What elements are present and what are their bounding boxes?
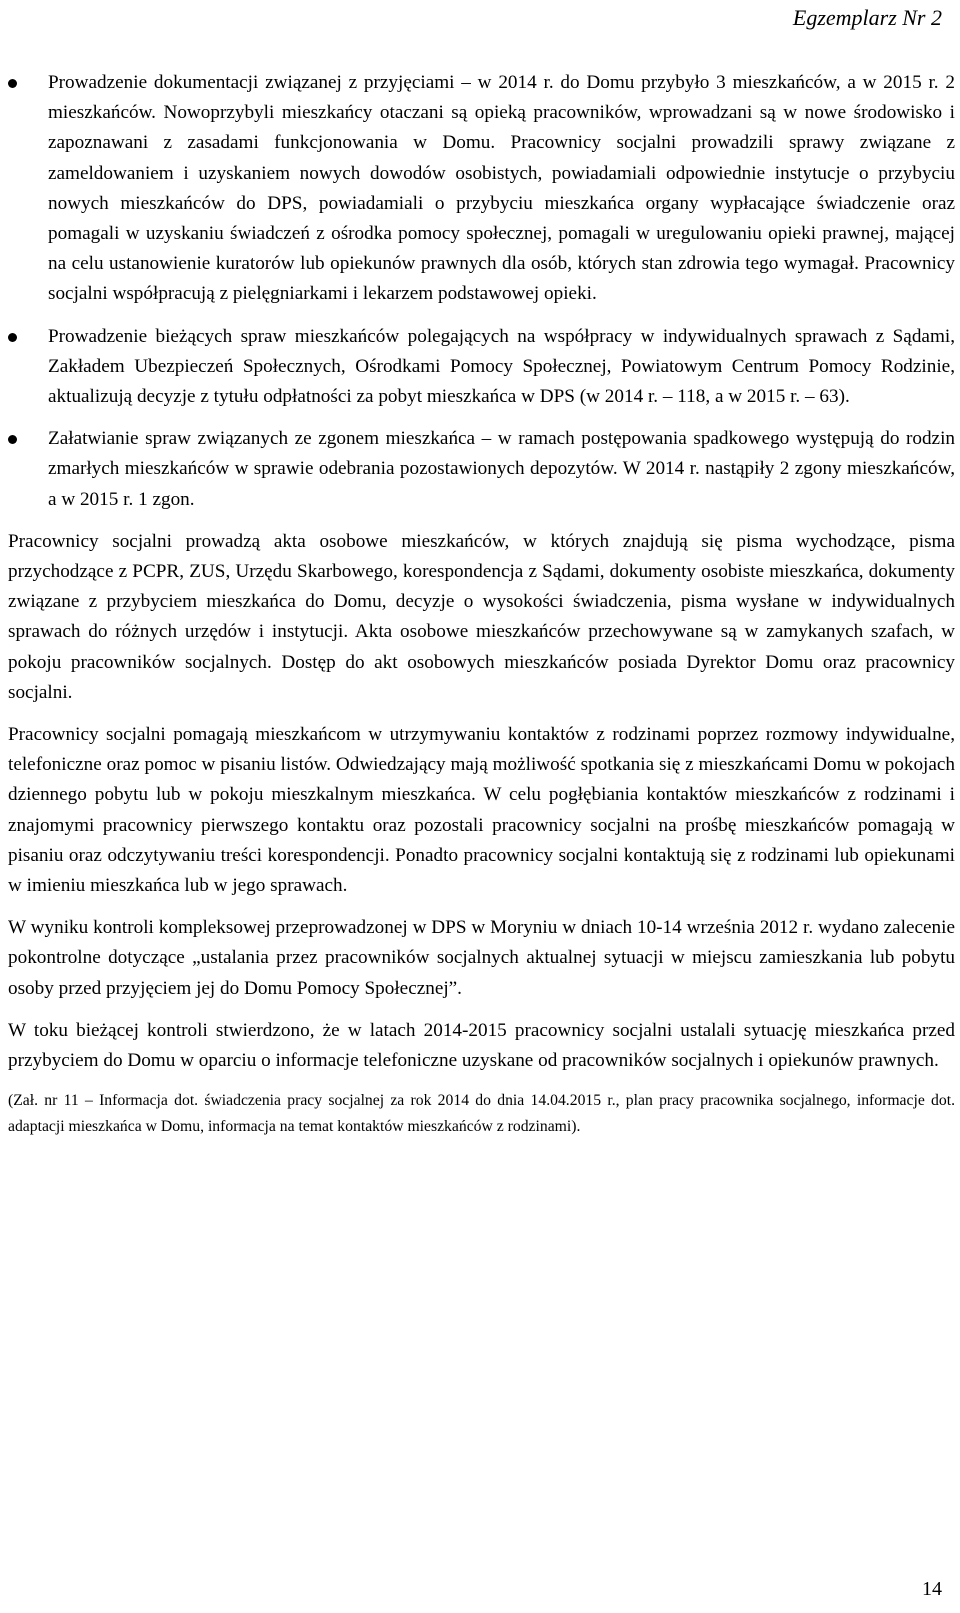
bullet-dot-icon [8,435,17,444]
copy-label: Egzemplarz Nr 2 [792,5,942,30]
paragraph-personal-files: Pracownicy socjalni prowadzą akta osobowe mieszkańców, w których znajdują się pisma wychodzące, pisma przychodzące z PCPR, ZUS, Urzędu Skarbowego, korespondencja z Sądami, dokumenty osobiste mieszkańca, dokumenty związane z przybyciem mieszkańca do Domu, decyzje o wysokości świadczenia, pisma wysłane w indywidualnych sprawach do różnych urzędów i instytucji. Akta osobowe mieszkańców przechowywane są w zamykanych szafach, w pokoju pracowników socjalnych. Dostęp do akt osobowych mieszkańców posiada Dyrektor Domu oraz pracownicy socjalni. [8,530,955,703]
bullet-dot-icon [8,333,17,342]
paragraph-audit-recommendation: W wyniku kontroli kompleksowej przeprowadzonej w DPS w Moryniu w dniach 10-14 września 2012 r. wydano zalecenie pokontrolne dotyczące „ustalania przez pracowników socjalnych aktualnej sytuacji w miejscu zamieszkania lub pobytu osoby przed przyjęciem jej do Domu Pomocy Społecznej”. [8,917,955,999]
bullet-item [8,424,955,515]
paragraph-family-contacts: Pracownicy socjalni pomagają mieszkańcom w utrzymywaniu kontaktów z rodzinami poprzez rozmowy indywidualne, telefoniczne oraz pomoc w pisaniu listów. Odwiedzający mają możliwość spotkania się z mieszkańcami Domu w pokojach dziennego pobytu lub w pokoju mieszkalnym mieszkańca. W celu pogłębiania kontaktów mieszkańców z rodzinami i znajomymi pracownicy pierwszego kontaktu oraz pozostali pracownicy socjalni na prośbę mieszkańców pomagają w pisaniu oraz odczytywaniu treści korespondencji. Ponadto pracownicy socjalni kontaktują się z rodzinami lub opiekunami w imieniu mieszkańca lub w jego sprawach. [8,724,955,897]
paragraph-audit-findings: W toku bieżącej kontroli stwierdzono, że w latach 2014-2015 pracownicy socjalni ustalali sytuację mieszkańca przed przybyciem do Domu w oparciu o informacje telefoniczne uzyskane od pracowników socjalnych i opiekunów prawnych. [8,1019,955,1072]
bullet-dot-icon [8,79,17,88]
bullet-item [8,322,955,413]
page-number: 14 [922,1578,942,1600]
bullet-list [8,68,955,515]
bullet-text: Prowadzenie bieżących spraw mieszkańców polegających na współpracy w indywidualnych sprawach z Sądami, Zakładem Ubezpieczeń Społecznych, Ośrodkami Pomocy Społecznej, Powiatowym Centrum Pomocy Rodzinie, aktualizują decyzje z tytułu odpłatności za pobyt mieszkańca w DPS (w 2014 r. – 118, a w 2015 r. – 63). [48,325,955,408]
bullet-item [8,68,955,310]
page-content [8,68,955,1139]
attachment-note: (Zał. nr 11 – Informacja dot. świadczenia pracy socjalnej za rok 2014 do dnia 14.04.2015 r., plan pracy pracownika socjalnego, informacje dot. adaptacji mieszkańca w Domu, informacja na temat kontaktów mieszkańców z rodzinami). [8,1092,955,1135]
bullet-text: Prowadzenie dokumentacji związanej z przyjęciami – w 2014 r. do Domu przybyło 3 mieszkańców, a w 2015 r. 2 mieszkańców. Nowoprzybyli mieszkańcy otaczani są opieką pracowników, wprowadzani są w nowe środowisko i zapoznawani z zasadami funkcjonowania w Domu. Pracownicy socjalni prowadzili sprawy związane z zameldowaniem i uzyskaniem nowych dowodów osobistych, powiadamiali odpowiednie instytucje o przybyciu nowych mieszkańców do DPS, powiadamiali o przybyciu mieszkańca organy wypłacające świadczenie oraz pomagali w uzyskaniu świadczeń z ośrodka pomocy społecznej, pomagali w uregulowaniu opieki prawnej, mającej na celu ustanowienie kuratorów lub opiekunów prawnych dla osób, których stan zdrowia tego wymagał. Pracownicy socjalni współpracują z pielęgniarkami i lekarzem podstawowej opieki. [48,72,955,305]
bullet-text: Załatwianie spraw związanych ze zgonem mieszkańca – w ramach postępowania spadkowego występują do rodzin zmarłych mieszkańców w sprawie odebrania pozostawionych depozytów. W 2014 r. nastąpiły 2 zgony mieszkańców, a w 2015 r. 1 zgon. [48,428,955,510]
